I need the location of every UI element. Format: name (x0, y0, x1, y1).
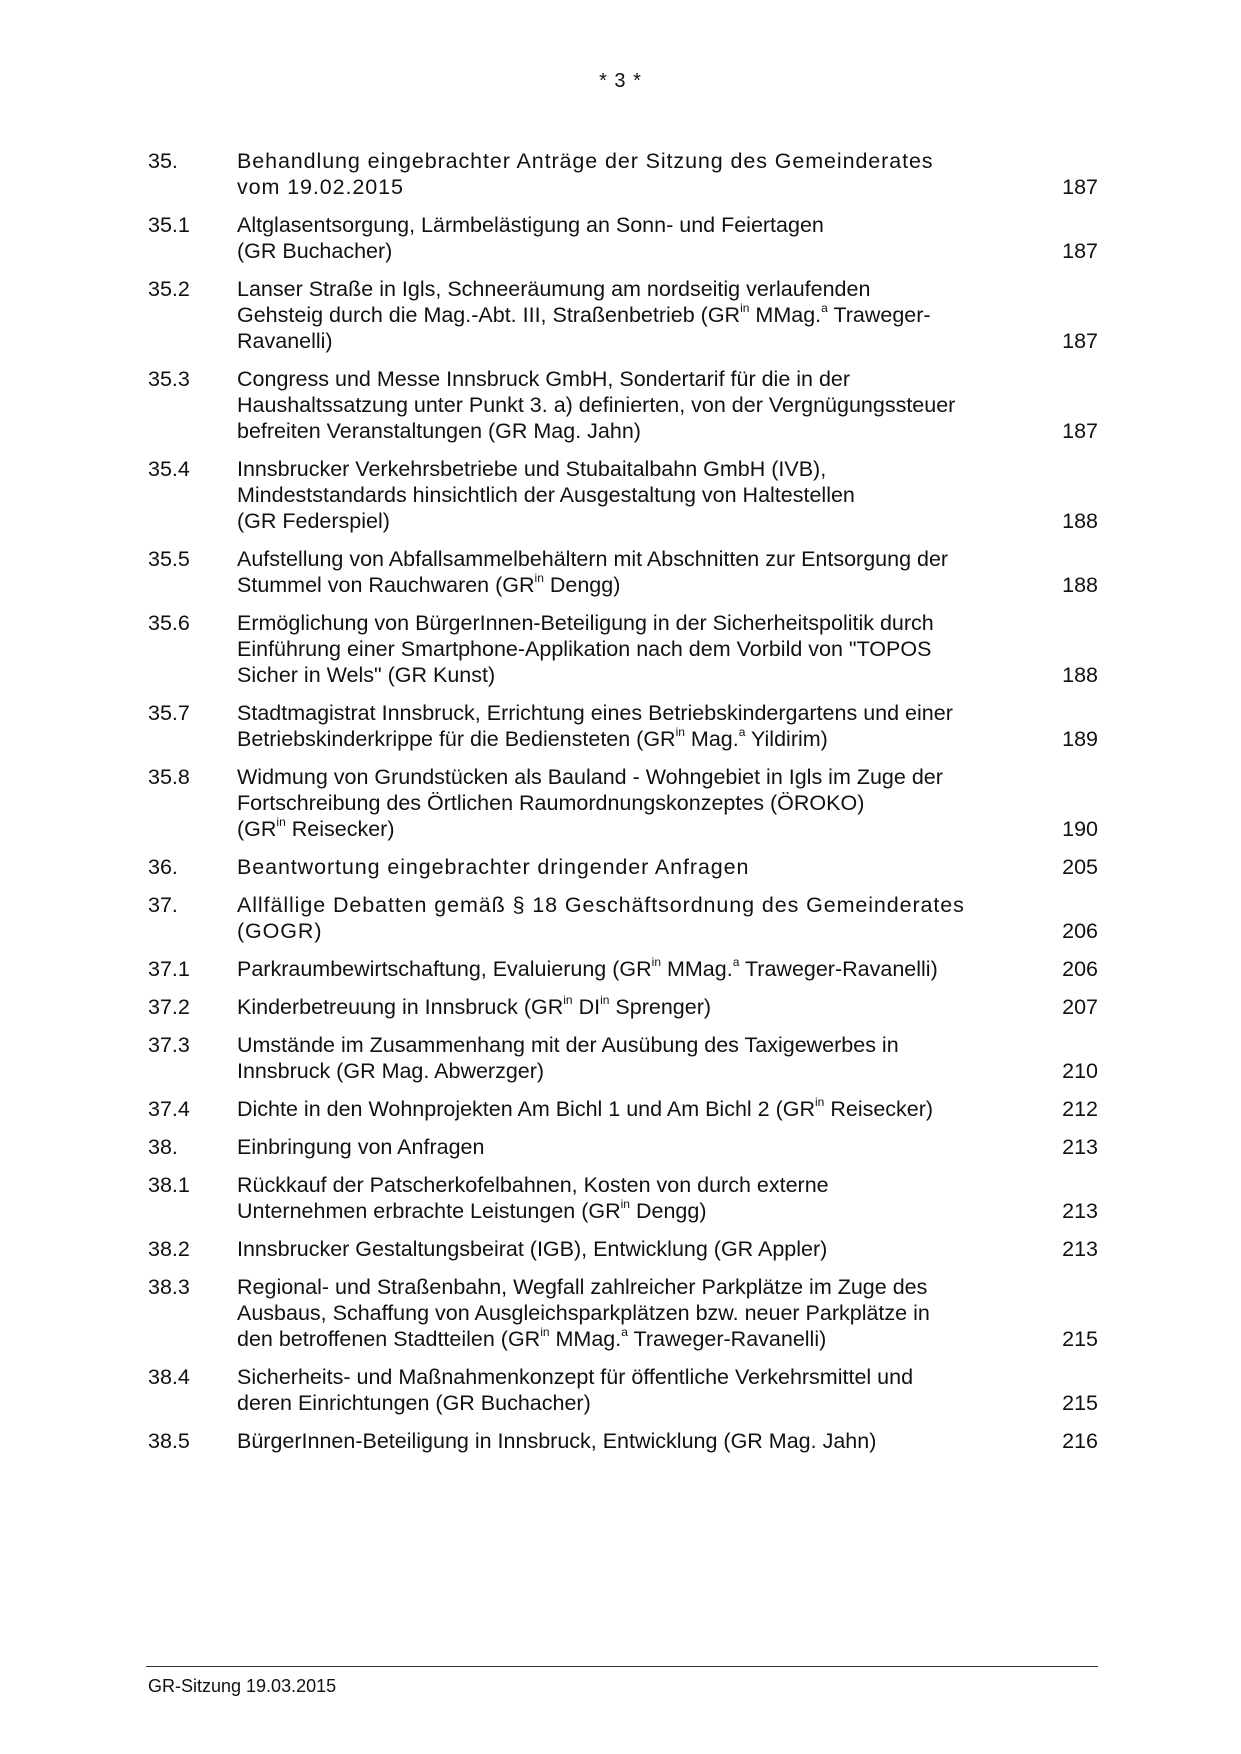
title-fragment: (GR Federspiel) (237, 509, 390, 533)
title-fragment: Congress und Messe Innsbruck GmbH, Sondertarif für die in der (237, 367, 851, 391)
toc-entry-title (237, 212, 1007, 264)
toc-entry-page: 187 (1062, 175, 1098, 199)
title-fragment: Dengg) (543, 573, 621, 597)
toc-entry-number: 38.5 (148, 1429, 190, 1453)
toc-entry-page: 187 (1062, 239, 1098, 263)
title-fragment: Allfällige Debatten gemäß § 18 Geschäftsordnung des Gemeinderates (237, 893, 965, 917)
toc-entry-title (237, 764, 1007, 842)
title-superscript: a (732, 954, 740, 969)
toc-entry-number: 35.2 (148, 277, 190, 301)
title-fragment: Widmung von Grundstücken als Bauland - Wohngebiet in Igls im Zuge der (237, 765, 943, 789)
title-superscript: in (620, 1196, 630, 1211)
toc-entry-page: 205 (1062, 855, 1098, 879)
title-superscript: a (821, 300, 828, 315)
toc-entry-page: 207 (1062, 995, 1098, 1019)
title-fragment: Lanser Straße in Igls, Schneeräumung am nordseitig verlaufenden (237, 277, 871, 301)
title-fragment: Traweger-Ravanelli) (627, 1327, 827, 1351)
title-fragment: befreiten Veranstaltungen (GR Mag. Jahn) (237, 419, 641, 443)
title-fragment: Regional- und Straßenbahn, Wegfall zahlreicher Parkplätze im Zuge des (237, 1275, 928, 1299)
title-superscript: in (534, 570, 544, 585)
toc-entry-title (237, 854, 1007, 880)
toc-entry (148, 1172, 1098, 1224)
title-fragment: Umstände im Zusammenhang mit der Ausübung des Taxigewerbes in (237, 1033, 899, 1057)
toc-entry-title (237, 276, 1007, 354)
title-fragment: Dichte in den Wohnprojekten Am Bichl 1 und Am Bichl 2 (GR (237, 1097, 816, 1121)
toc-entry (148, 994, 1098, 1020)
toc-entry-page: 213 (1062, 1199, 1098, 1223)
toc-entry-title (237, 1274, 1007, 1352)
toc-entry-number: 37. (148, 893, 178, 917)
title-fragment: Einbringung von Anfragen (237, 1135, 485, 1159)
toc-entry (148, 276, 1098, 354)
toc-entry-number: 37.3 (148, 1033, 190, 1057)
title-fragment: Innsbruck (GR Mag. Abwerzger) (237, 1059, 545, 1083)
page-number: * 3 * (599, 70, 642, 92)
title-fragment: BürgerInnen-Beteiligung in Innsbruck, Entwicklung (GR Mag. Jahn) (237, 1429, 877, 1453)
toc-entry-number: 35.5 (148, 547, 190, 571)
toc-entry-page: 213 (1062, 1237, 1098, 1261)
toc-entry-page: 206 (1062, 919, 1098, 943)
toc-entry-page: 212 (1062, 1097, 1098, 1121)
title-superscript: in (651, 954, 661, 969)
toc-entry-title (237, 1428, 1007, 1454)
title-fragment: MMag. (661, 957, 733, 981)
toc-entry-number: 35.6 (148, 611, 190, 635)
toc-entry (148, 700, 1098, 752)
title-fragment: Beantwortung eingebrachter dringender Anfragen (237, 855, 750, 879)
toc-entry-page: 188 (1062, 663, 1098, 687)
title-fragment: Stummel von Rauchwaren (GR (237, 573, 535, 597)
title-fragment: (GR Buchacher) (237, 239, 393, 263)
title-fragment: MMag. (549, 1327, 622, 1351)
toc-entry (148, 1096, 1098, 1122)
toc-entry-title (237, 1172, 1007, 1224)
toc-entry (148, 1134, 1098, 1160)
toc-entry-number: 37.4 (148, 1097, 190, 1121)
title-fragment: DI (572, 995, 601, 1019)
title-superscript: in (540, 1324, 550, 1339)
toc-entry (148, 1032, 1098, 1084)
toc-entry-title (237, 892, 1007, 944)
toc-entry-number: 38. (148, 1135, 178, 1159)
title-fragment: Behandlung eingebrachter Anträge der Sitzung des Gemeinderates (237, 149, 934, 173)
toc-entry-number: 35.1 (148, 213, 190, 237)
title-fragment: Innsbrucker Verkehrsbetriebe und Stubaitalbahn GmbH (IVB), (237, 457, 827, 481)
toc-entry-number: 37.1 (148, 957, 190, 981)
toc-entry-page: 188 (1062, 573, 1098, 597)
toc-entry-title (237, 546, 1007, 598)
toc-entry-number: 38.3 (148, 1275, 190, 1299)
title-superscript: in (675, 724, 685, 739)
title-fragment: Rückkauf der Patscherkofelbahnen, Kosten von durch externe (237, 1173, 829, 1197)
toc-entry-title (237, 700, 1007, 752)
title-fragment: Yildirim) (745, 727, 828, 751)
title-fragment: Reisecker) (824, 1097, 934, 1121)
toc-entry-title (237, 956, 1007, 982)
title-fragment: Sicher in Wels" (GR Kunst) (237, 663, 496, 687)
title-fragment: Kinderbetreuung in Innsbruck (GR (237, 995, 564, 1019)
title-fragment: MMag. (749, 303, 822, 327)
toc-entry-title (237, 366, 1007, 444)
title-fragment: vom 19.02.2015 (237, 175, 404, 199)
toc-entry-page: 188 (1062, 509, 1098, 533)
toc-entry-page: 216 (1062, 1429, 1098, 1453)
toc-entry-page: 190 (1062, 817, 1098, 841)
title-fragment: Mindeststandards hinsichtlich der Ausgestaltung von Haltestellen (237, 483, 855, 507)
toc-entry (148, 366, 1098, 444)
toc-entry-number: 35. (148, 149, 178, 173)
title-fragment: Ermöglichung von BürgerInnen-Beteiligung in der Sicherheitspolitik durch (237, 611, 934, 635)
toc-entry-page: 215 (1062, 1391, 1098, 1415)
title-fragment: Aufstellung von Abfallsammelbehältern mit Abschnitten zur Entsorgung der (237, 547, 949, 571)
title-fragment: Haushaltssatzung unter Punkt 3. a) definierten, von der Vergnügungssteuer (237, 393, 956, 417)
toc-entry-title (237, 994, 1007, 1020)
toc-entry (148, 854, 1098, 880)
toc-entry-number: 37.2 (148, 995, 190, 1019)
title-fragment: (GOGR) (237, 919, 323, 943)
toc-entry-page: 215 (1062, 1327, 1098, 1351)
title-superscript: in (563, 992, 573, 1007)
title-superscript: in (815, 1094, 825, 1109)
title-fragment: Ravanelli) (237, 329, 333, 353)
toc-entry (148, 212, 1098, 264)
toc-entry-title (237, 610, 1007, 688)
title-fragment: Dengg) (629, 1199, 707, 1223)
toc-entry (148, 456, 1098, 534)
toc-entry-number: 35.3 (148, 367, 190, 391)
title-fragment: Sprenger) (609, 995, 712, 1019)
footer-session-date: GR-Sitzung 19.03.2015 (148, 1676, 337, 1696)
title-fragment: Traweger-Ravanelli) (739, 957, 938, 981)
table-of-contents (148, 148, 1098, 1466)
toc-entry (148, 956, 1098, 982)
toc-entry (148, 148, 1098, 200)
toc-entry-number: 38.2 (148, 1237, 190, 1261)
title-fragment: Unternehmen erbrachte Leistungen (GR (237, 1199, 621, 1223)
title-fragment: den betroffenen Stadtteilen (GR (237, 1327, 541, 1351)
title-fragment: Traweger- (827, 303, 931, 327)
toc-entry-number: 35.8 (148, 765, 190, 789)
toc-entry-number: 38.4 (148, 1365, 190, 1389)
title-fragment: Stadtmagistrat Innsbruck, Errichtung eines Betriebskindergartens und einer (237, 701, 953, 725)
title-fragment: Mag. (684, 727, 739, 751)
toc-entry-number: 36. (148, 855, 178, 879)
toc-entry (148, 892, 1098, 944)
title-fragment: Ausbaus, Schaffung von Ausgleichsparkplätzen bzw. neuer Parkplätze in (237, 1301, 930, 1325)
toc-entry-page: 210 (1062, 1059, 1098, 1083)
title-fragment: Fortschreibung des Örtlichen Raumordnungskonzeptes (ÖROKO) (237, 791, 865, 815)
title-fragment: Altglasentsorgung, Lärmbelästigung an Sonn- und Feiertagen (237, 213, 824, 237)
toc-entry-title (237, 1236, 1007, 1262)
toc-entry (148, 546, 1098, 598)
toc-entry (148, 1364, 1098, 1416)
title-superscript: in (276, 814, 286, 829)
toc-entry-number: 35.4 (148, 457, 190, 481)
toc-entry (148, 1428, 1098, 1454)
title-fragment: Einführung einer Smartphone-Applikation nach dem Vorbild von "TOPOS (237, 637, 932, 661)
toc-entry-page: 206 (1062, 957, 1098, 981)
title-fragment: Innsbrucker Gestaltungsbeirat (IGB), Entwicklung (GR Appler) (237, 1237, 828, 1261)
title-superscript: a (621, 1324, 628, 1339)
toc-entry-number: 38.1 (148, 1173, 190, 1197)
toc-entry-title (237, 1096, 1007, 1122)
toc-entry (148, 1236, 1098, 1262)
title-superscript: in (740, 300, 750, 315)
title-fragment: (GR (237, 817, 277, 841)
toc-entry-page: 187 (1062, 419, 1098, 443)
title-superscript: a (738, 724, 746, 739)
toc-entry-title (237, 148, 1007, 200)
toc-entry-page: 187 (1062, 329, 1098, 353)
toc-entry (148, 1274, 1098, 1352)
footer-divider (146, 1666, 1098, 1667)
title-fragment: Betriebskinderkrippe für die Bediensteten (GR (237, 727, 676, 751)
toc-entry-page: 213 (1062, 1135, 1098, 1159)
title-fragment: Gehsteig durch die Mag.-Abt. III, Straßenbetrieb (GR (237, 303, 741, 327)
title-fragment: deren Einrichtungen (GR Buchacher) (237, 1391, 591, 1415)
toc-entry (148, 764, 1098, 842)
toc-entry-number: 35.7 (148, 701, 190, 725)
title-superscript: in (600, 992, 610, 1007)
toc-entry-title (237, 1134, 1007, 1160)
toc-entry-page: 189 (1062, 727, 1098, 751)
toc-entry-title (237, 456, 1007, 534)
toc-entry (148, 610, 1098, 688)
toc-entry-title (237, 1364, 1007, 1416)
title-fragment: Parkraumbewirtschaftung, Evaluierung (GR (237, 957, 652, 981)
title-fragment: Reisecker) (285, 817, 395, 841)
title-fragment: Sicherheits- und Maßnahmenkonzept für öffentliche Verkehrsmittel und (237, 1365, 914, 1389)
toc-entry-title (237, 1032, 1007, 1084)
